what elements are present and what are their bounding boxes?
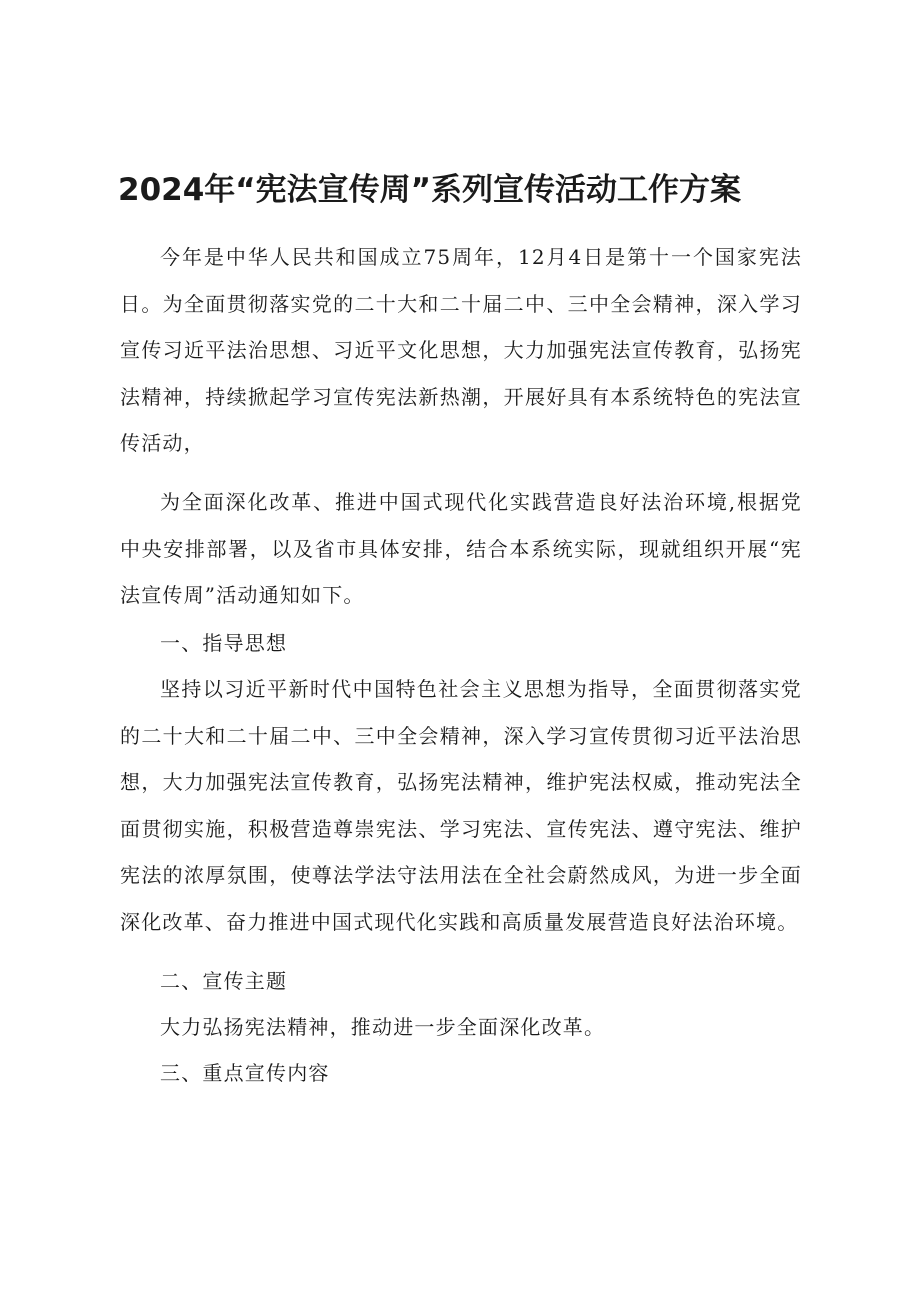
document-title: 2024年“宪法宣传周”系列宣传活动工作方案 xyxy=(118,172,742,208)
intro-paragraph-text: 今年是中华人民共和国成立75周年，12月4日是第十一个国家宪法日。为全面贯彻落实党的二十大和二十届二中、三中全会精神，深入学习宣传习近平法治思想、习近平文化思想，大力加强宪法宣传教育，弘扬宪法精神，持续掀起学习宣传宪法新热潮，开展好具有本系统特色的宪法宣传活动， xyxy=(120,245,802,455)
section-2-body xyxy=(120,1004,802,1051)
section-3-heading xyxy=(120,1050,802,1097)
section-3-heading-text: 三、重点宣传内容 xyxy=(160,1061,330,1085)
section-2-heading-text: 二、宣传主题 xyxy=(160,969,288,993)
intro-paragraph xyxy=(120,234,802,467)
purpose-paragraph-text: 为全面深化改革、推进中国式现代化实践营造良好法治环境,根据党中央安排部署，以及省市具体安排，结合本系统实际，现就组织开展“宪法宣传周”活动通知如下。 xyxy=(120,490,802,607)
section-1-heading-text: 一、指导思想 xyxy=(160,631,288,655)
section-1-body xyxy=(120,666,802,945)
section-1-body-text: 坚持以习近平新时代中国特色社会主义思想为指导，全面贯彻落实党的二十大和二十届二中、三中全会精神，深入学习宣传贯彻习近平法治思想，大力加强宪法宣传教育，弘扬宪法精神，维护宪法权威，推动宪法全面贯彻实施，积极营造尊崇宪法、学习宪法、宣传宪法、遵守宪法、维护宪法的浓厚氛围，使尊法学法守法用法在全社会蔚然成风，为进一步全面深化改革、奋力推进中国式现代化实践和高质量发展营造良好法治环境。 xyxy=(120,677,802,934)
section-2-heading xyxy=(120,958,802,1005)
section-2-body-text: 大力弘扬宪法精神，推动进一步全面深化改革。 xyxy=(160,1015,606,1039)
section-1-heading xyxy=(120,620,802,667)
purpose-paragraph xyxy=(120,479,802,619)
